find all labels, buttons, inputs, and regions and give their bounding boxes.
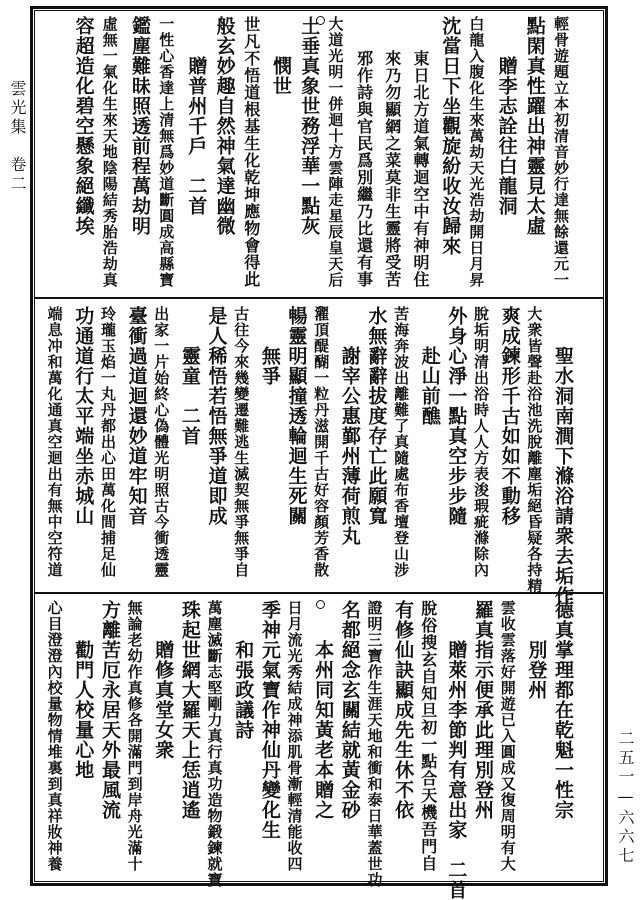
- text-column: 苦海奔波出離難了真隨處布香壇登山涉: [392, 306, 411, 578]
- text-column: 鑑塵難昧照透前程萬劫明: [129, 16, 151, 236]
- text-column: 憫世: [270, 16, 292, 96]
- text-column: 無論老幼作真修各開滿門到岸舟光滿十: [125, 600, 144, 872]
- text-column: 證明三寶作生涯天地和衝和泰日華蓋世功: [365, 600, 384, 888]
- text-column: 贈普州千戶 二首: [185, 16, 208, 216]
- text-column: 羅真指示便承此理別登州: [472, 600, 495, 820]
- text-column: 世凡不悟道根基生化乾坤應物會得此: [241, 16, 261, 288]
- text-column: 古往今來幾變遷難逃生滅契無爭無爭自: [232, 306, 251, 578]
- text-column: 沈當日下坐觀旋紛收汝歸來: [439, 16, 462, 256]
- text-column: 無爭: [258, 306, 281, 386]
- text-column: 赴山前醮: [418, 306, 441, 426]
- text-column: 般玄妙趣自然神氣達幽微: [213, 16, 236, 236]
- text-column: 輕骨遊題立本初清音妙行達無餘還元一: [552, 16, 570, 288]
- text-column: 心目澄澄內校量物情堆裏到真祥妝神養: [45, 600, 64, 872]
- text-column: 外身心淨一點真空步步隨: [445, 306, 468, 526]
- text-column: 玲瓏玉焰一丸丹都出心田萬化間捕足仙: [98, 306, 117, 578]
- text-column: 點閑真性躍出神靈見太虛: [523, 16, 546, 236]
- text-column: 聖水洞南澗下滌浴請衆去垢作: [552, 306, 574, 606]
- text-column: 贈李志詮往白龍洞: [495, 16, 518, 216]
- text-column: 端息冲和萬化通真空迴出有無中空符道: [45, 306, 64, 578]
- text-column: 萬塵滅斷志堅剛力真行真功造物鍛鍊就寶: [205, 600, 224, 888]
- text-column: 贈修真堂女衆: [152, 600, 175, 760]
- text-column: 大衆皆聲赴浴池洗脫離塵垢絕昏疑各持精: [525, 306, 544, 594]
- text-column: 謝宰公惠鄞州薄荷煎丸: [338, 306, 361, 546]
- text-column: 方離苦厄永居天外最風流: [98, 600, 121, 820]
- text-column: 東日北方道氣轉迴空中有神明住: [411, 16, 430, 288]
- text-column: 暢靈明顯撞透輪迴生死關: [285, 306, 308, 526]
- text-column: 虛無一氣化生來天地陰陽結秀胎浩劫真: [100, 16, 119, 288]
- text-column: 別登州: [525, 600, 548, 700]
- text-column: 白龍入腹化生來萬劫天光浩劫開日月昇: [467, 16, 486, 288]
- text-column: 出家一片始終心偽體光明照古今衝透靈: [152, 306, 171, 578]
- text-column: 是人稀悟若悟無爭道即成: [205, 306, 228, 526]
- text-column: 臺衝過道迴還妙道牢知音: [125, 306, 148, 526]
- band-divider-2: [34, 592, 604, 594]
- text-column: 一性心香達上清無爲妙道斷圓成高縣寶: [157, 16, 176, 288]
- text-column: 雲收雲落好開遊已入圓成又復周明有大: [498, 600, 517, 872]
- text-column: 靈童 二首: [178, 306, 201, 446]
- text-column: 脫俗搜玄自知旦初一點合天機吾門自: [418, 600, 438, 872]
- text-column: 有修仙訣顯成先生休不依: [392, 600, 415, 820]
- text-column: 脫垢明清出浴時人人方表浚瑕疵滌除內: [472, 306, 491, 578]
- text-column: 德真掌理都在乾魁一性宗: [552, 600, 574, 820]
- text-column: 名都絕念玄關結就黃金砂: [338, 600, 361, 820]
- band-divider-1: [34, 297, 604, 299]
- text-column: 日月流光秀結成神添肌骨漸輕清能收四: [285, 600, 304, 872]
- text-column: 來乃勿顯網之菜莫非生靈將受苦: [382, 16, 402, 288]
- text-column: 珠起世網大羅天上恁逍遙: [178, 600, 201, 820]
- right-margin-page-number: 二五一—六六七: [616, 730, 635, 866]
- text-column: 贈萊州李節判有意出家 二首: [445, 600, 468, 900]
- left-margin-title: 雲光集 卷二: [8, 80, 27, 194]
- text-column: 季神元氣寶作神仙丹變化生: [258, 600, 281, 840]
- text-column: 土垂真象世務浮華一點灰: [298, 16, 321, 236]
- text-column: 邪作詩與官民爲別繼乃比還有事: [354, 16, 374, 288]
- text-column: 濯頂醍醐一粒丹滋開千古好容顏芳香散: [312, 306, 331, 578]
- text-column: 大道光明一併迴十方雲陣走星辰皇天后: [326, 16, 345, 288]
- text-column: 容超造化碧空懸象絕纖埃: [72, 16, 95, 236]
- text-column: 水無辭辭拔度存亡此願寬: [365, 306, 388, 526]
- text-column: 勸門人校量心地: [72, 600, 95, 780]
- text-column: 爽成鍊形千古如如不動移: [498, 306, 521, 526]
- text-column: 和張政議詩: [232, 600, 255, 740]
- text-column: 本州同知黃老本贈之: [312, 600, 335, 820]
- text-column: 功通道行太平端坐赤城山: [72, 306, 95, 526]
